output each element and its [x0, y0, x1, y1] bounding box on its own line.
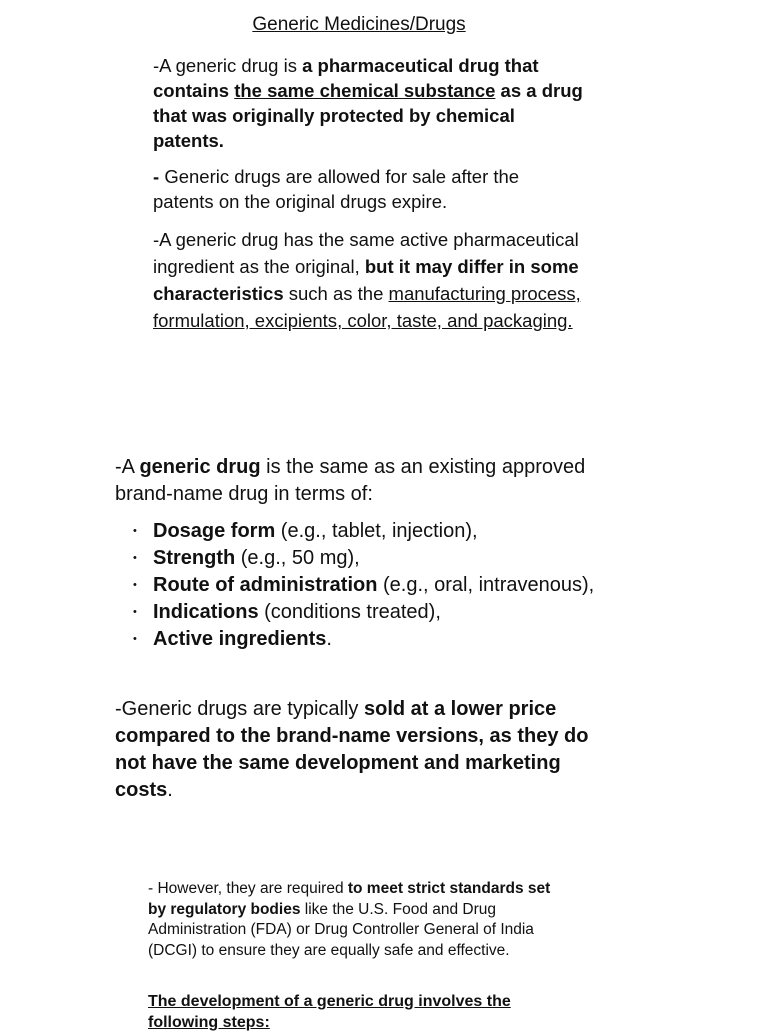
- differences-lead: -A generic drug has the same: [153, 229, 400, 250]
- price-bold: sold at a lower price compared to the brand-name versions, as they do not have the same development and marketing costs: [115, 698, 589, 801]
- sale-text: Generic drugs are allowed for sale after the patents on the original drugs expire.: [153, 166, 520, 212]
- list-item-label: Indications: [153, 601, 259, 623]
- regulation-lead: - However, they are required: [148, 880, 348, 897]
- equivalence-list: [115, 518, 623, 653]
- equivalence-paragraph: [115, 454, 595, 508]
- differences-bold: but it may differ in some characteristics: [153, 256, 579, 304]
- page-title: Generic Medicines/Drugs: [252, 14, 466, 35]
- price-lead: -Generic drugs are typically: [115, 698, 364, 720]
- list-item-text: (e.g., oral, intravenous),: [377, 574, 595, 596]
- regulation-text: like the U.S. Food and Drug Administration (FDA) or Drug Controller General of India (DCGI) to ensure they are equally safe and effective.: [148, 900, 534, 959]
- list-item-label: Strength: [153, 547, 236, 569]
- list-item-text: (e.g., 50 mg),: [235, 547, 360, 569]
- definition-lead: -A generic drug is: [153, 55, 303, 76]
- differences-manufacturing: manufacturing process,: [388, 283, 581, 304]
- equivalence-bold: generic drug: [139, 456, 261, 478]
- definition-bold-2: as a drug that was originally protected by chemical patents.: [153, 80, 583, 151]
- definition-underline: the same chemical substance: [234, 80, 496, 101]
- price-paragraph: [115, 696, 595, 804]
- list-item-text: .: [326, 628, 332, 650]
- steps-heading: [148, 992, 568, 1033]
- differences-paragraph: [153, 226, 583, 334]
- list-item-text: (e.g., tablet, injection),: [275, 520, 478, 542]
- list-item: [153, 518, 623, 545]
- differences-api: active pharmaceutical ingredient: [153, 229, 579, 277]
- regulation-paragraph: [148, 879, 568, 961]
- differences-such-as: such as the: [283, 283, 389, 304]
- steps-heading-text: The development of a generic drug involves the following steps:: [148, 993, 511, 1031]
- differences-formulation: formulation, excipients: [153, 310, 338, 331]
- list-item-label: Route of administration: [153, 574, 378, 596]
- list-item-text: (conditions treated),: [258, 601, 441, 623]
- list-item-label: Active ingredients: [153, 628, 327, 650]
- list-item-label: Dosage form: [153, 520, 276, 542]
- sale-dash: -: [153, 166, 165, 187]
- equivalence-lead: -A: [115, 456, 140, 478]
- definition-bold-1: a pharmaceutical drug that contains: [153, 55, 539, 101]
- list-item: [153, 572, 623, 599]
- differences-mid: as the original,: [234, 256, 365, 277]
- sale-paragraph: [153, 164, 583, 214]
- list-item: [153, 626, 623, 653]
- list-item: [153, 599, 623, 626]
- equivalence-text: is the same as an existing approved brand-name drug in terms of:: [115, 456, 586, 505]
- price-end: .: [167, 779, 173, 801]
- definition-paragraph: [153, 53, 583, 153]
- list-item: [153, 545, 623, 572]
- differences-packaging: , color, taste, and packaging.: [337, 310, 573, 331]
- regulation-bold: to meet strict standards set by regulatory bodies: [148, 880, 551, 918]
